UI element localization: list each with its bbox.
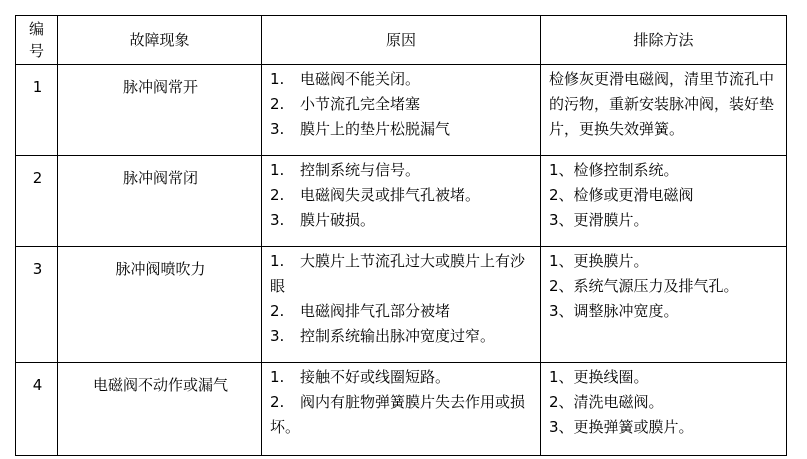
cause-number: 1. xyxy=(270,161,285,179)
fault-table xyxy=(15,15,787,456)
fix-item: 1、检修控制系统。 xyxy=(549,161,679,179)
fix-item: 3、更换弹簧或膜片。 xyxy=(549,418,694,436)
table-row xyxy=(16,156,787,247)
cause-cell xyxy=(262,363,541,456)
fix-cell xyxy=(541,65,787,156)
cause-text: 电磁阀不能关闭。 xyxy=(300,70,421,88)
table-row xyxy=(16,65,787,156)
cause-number: 2. xyxy=(270,393,285,411)
cause-cell xyxy=(262,65,541,156)
fix-cell xyxy=(541,363,787,456)
cause-item xyxy=(270,92,534,117)
cause-text: 电磁阀排气孔部分被堵 xyxy=(300,302,451,320)
cause-number: 2. xyxy=(270,186,285,204)
cause-item xyxy=(270,208,534,233)
fix-cell xyxy=(541,247,787,363)
cause-number: 3. xyxy=(270,120,285,138)
cause-text: 控制系统输出脉冲宽度过窄。 xyxy=(300,327,496,345)
fix-item: 3、更滑膜片。 xyxy=(549,211,649,229)
cause-text: 阀内有脏物弹簧膜片失去作用或损坏。 xyxy=(270,393,526,436)
row-number: 2 xyxy=(16,156,58,247)
fault-symptom: 脉冲阀喷吹力 xyxy=(58,247,262,363)
cause-number: 3. xyxy=(270,211,285,229)
cause-item xyxy=(270,67,534,92)
fix-item: 2、清洗电磁阀。 xyxy=(549,393,664,411)
header-cause: 原因 xyxy=(262,16,541,65)
fix-item: 2、系统气源压力及排气孔。 xyxy=(549,277,739,295)
cause-number: 2. xyxy=(270,302,285,320)
row-number: 4 xyxy=(16,363,58,456)
cause-text: 膜片破损。 xyxy=(300,211,376,229)
cause-cell xyxy=(262,247,541,363)
fault-symptom: 脉冲阀常闭 xyxy=(58,156,262,247)
table-row xyxy=(16,363,787,456)
fix-item: 1、更换膜片。 xyxy=(549,252,649,270)
cause-text: 电磁阀失灵或排气孔被堵。 xyxy=(300,186,481,204)
cause-text: 接触不好或线圈短路。 xyxy=(300,368,451,386)
fault-table-container xyxy=(15,15,787,456)
cause-number: 1. xyxy=(270,252,285,270)
cause-number: 3. xyxy=(270,327,285,345)
table-header-row xyxy=(16,16,787,65)
fault-symptom: 脉冲阀常开 xyxy=(58,65,262,156)
fix-item: 1、更换线圈。 xyxy=(549,368,649,386)
cause-number: 2. xyxy=(270,95,285,113)
cause-item xyxy=(270,365,534,390)
cause-item xyxy=(270,390,534,440)
fix-item: 2、检修或更滑电磁阀 xyxy=(549,186,694,204)
row-number: 3 xyxy=(16,247,58,363)
cause-item xyxy=(270,299,534,324)
cause-text: 小节流孔完全堵塞 xyxy=(300,95,421,113)
cause-text: 膜片上的垫片松脱漏气 xyxy=(300,120,451,138)
header-fix: 排除方法 xyxy=(541,16,787,65)
cause-item xyxy=(270,117,534,142)
cause-text: 控制系统与信号。 xyxy=(300,161,421,179)
cause-text: 大膜片上节流孔过大或膜片上有沙眼 xyxy=(270,252,526,295)
header-symptom: 故障现象 xyxy=(58,16,262,65)
cause-item xyxy=(270,183,534,208)
cause-number: 1. xyxy=(270,70,285,88)
row-number: 1 xyxy=(16,65,58,156)
cause-cell xyxy=(262,156,541,247)
cause-item xyxy=(270,324,534,349)
table-row xyxy=(16,247,787,363)
fix-paragraph: 检修灰更滑电磁阀，清里节流孔中的污物，重新安装脉冲阀，装好垫片，更换失效弹簧。 xyxy=(549,70,775,138)
cause-number: 1. xyxy=(270,368,285,386)
fix-item: 3、调整脉冲宽度。 xyxy=(549,302,679,320)
cause-item xyxy=(270,158,534,183)
fault-symptom: 电磁阀不动作或漏气 xyxy=(58,363,262,456)
cause-item xyxy=(270,249,534,299)
fix-cell xyxy=(541,156,787,247)
header-no: 编号 xyxy=(16,16,58,65)
